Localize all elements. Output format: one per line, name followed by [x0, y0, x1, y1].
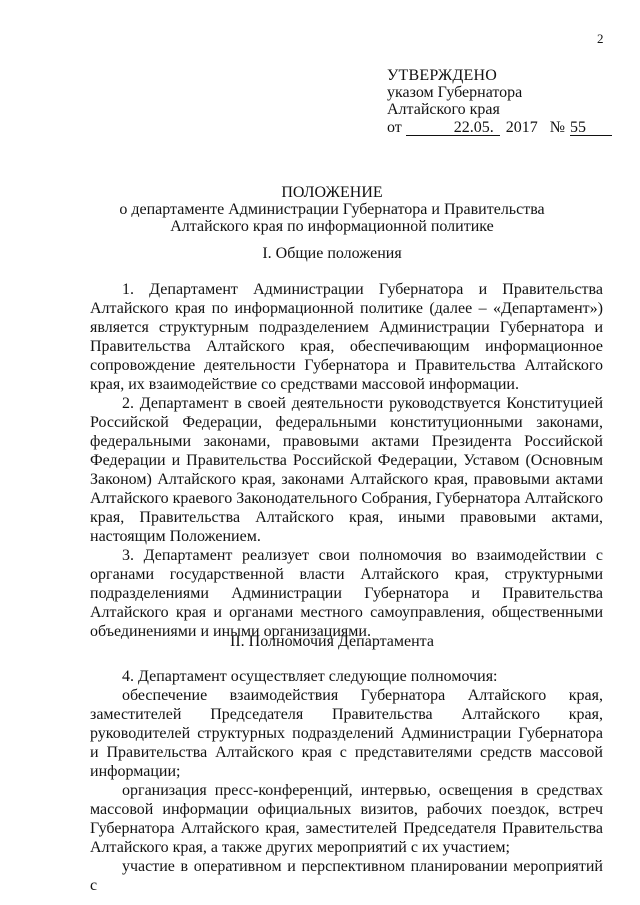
paragraph: организация пресс-конференций, интервью, освещения в средствах массовой информации официальных визитов, рабочих поездок, встреч Губернатора Алтайского края, заместителей Председателя Правительства Алтайского края, а также других мероприятий с их участием;	[90, 782, 603, 856]
date-prefix: от	[387, 119, 402, 136]
paragraph: участие в оперативном и перспективном планировании мероприятий с	[90, 858, 603, 894]
paragraph: 2. Департамент в своей деятельности руководствуется Конституцией Российской Федерации, федеральными конституционными законами, федеральными законами, правовыми актами Президента Российской Федерации и Правительства Российской Федерации, Уставом (Основным Законом) Алтайского края, законами Алтайского края, правовыми актами Алтайского краевого Законодательного Собрания, Губернатора Алтайского края, Правительства Алтайского края, иными правовыми актами, настоящим Положением.	[90, 395, 603, 545]
paragraph: 1. Департамент Администрации Губернатора и Правительства Алтайского края по информационной политике (далее – «Департамент») является структурным подразделением Администрации Губернатора и Правительства Алтайского края, обеспечивающим информационное сопровождение деятельности Губернатора и Правительства Алтайского края, их взаимодействие со средствами массовой информации.	[90, 281, 603, 393]
section-title: I. Общие положения	[262, 245, 402, 262]
document-subtitle-line: Алтайского края по информационной политике	[170, 218, 494, 235]
page-number: 2	[597, 31, 604, 46]
section-body	[90, 280, 603, 641]
approval-heading: УТВЕРЖДЕНО	[387, 67, 498, 84]
year: 2017	[505, 119, 538, 136]
approval-date-row	[387, 119, 617, 136]
number-prefix: №	[549, 119, 566, 136]
approval-line: указом Губернатора	[387, 84, 523, 101]
date-field: 22.05.	[406, 120, 500, 136]
approval-line: Алтайского края	[387, 101, 500, 118]
document-title: ПОЛОЖЕНИЕ	[281, 184, 383, 201]
document-subtitle-line: о департаменте Администрации Губернатора и Правительства	[119, 201, 545, 218]
paragraph: 3. Департамент реализует свои полномочия во взаимодействии с органами государственной власти Алтайского края, структурными подразделениями Администрации Губернатора и Правительства Алтайского края и органами местного самоуправления, общественными объединениями и иными организациями.	[90, 547, 603, 640]
paragraph: обеспечение взаимодействия Губернатора Алтайского края, заместителей Председателя Правительства Алтайского края, руководителей структурных подразделений Администрации Губернатора и Правительства Алтайского края с представителями средств массовой информации;	[90, 687, 603, 780]
approval-stamp	[387, 67, 617, 136]
section-title: II. Полномочия Департамента	[230, 633, 434, 650]
paragraph: 4. Департамент осуществляет следующие полномочия:	[122, 668, 498, 685]
number-field: 55	[570, 120, 612, 136]
section-body	[90, 667, 603, 895]
document-title-block	[97, 184, 567, 235]
